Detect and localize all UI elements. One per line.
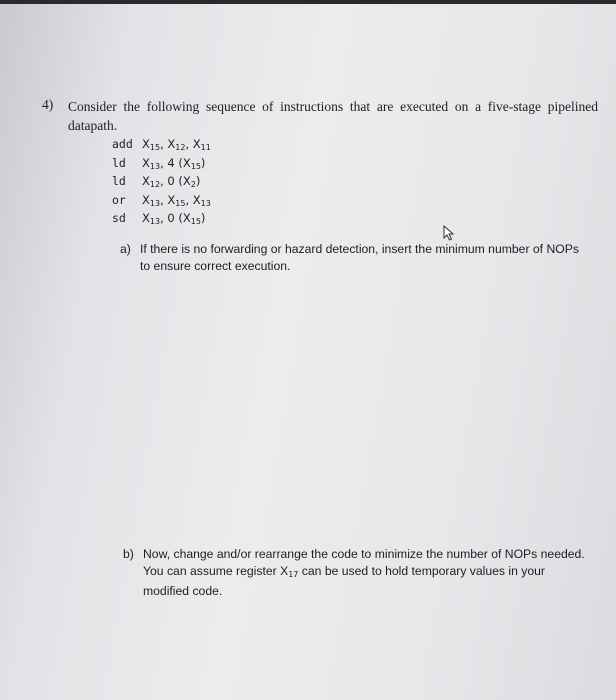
part-b-text-before: Now, change and/or rearrange the code to minimize the number of NOPs needed. You can assume register X (143, 547, 585, 578)
question-text: Consider the following sequence of instructions that are executed on a five-stage pipelined datapath. (68, 99, 598, 133)
worksheet-page (0, 4, 616, 700)
instruction-line: sd $X_{13}$, 0 $(X_{15})$ (112, 211, 206, 226)
part-a-text: If there is no forwarding or hazard detection, insert the minimum number of NOPs to ensure correct execution. (140, 242, 579, 273)
instruction-operand: $X_{11}$ (192, 137, 211, 152)
instruction-operand: $X_{13}$ (142, 192, 161, 208)
instruction-opcode: ld (112, 155, 126, 170)
instruction-opcode: sd (112, 211, 126, 225)
instruction-line: or $X_{13}$, $X_{15}$, $X_{13}$ (112, 192, 211, 208)
instruction-line: add $X_{15}$, $X_{12}$, $X_{11}$ (112, 137, 211, 152)
instruction-operand: $X_{13}$ (142, 155, 161, 171)
instruction-operand: 0 $(X_2)$ (167, 174, 201, 189)
instruction-operand: 4 $(X_{15})$ (167, 155, 206, 171)
instruction-operand: $X_{15}$ (167, 192, 186, 208)
part-b-text (143, 546, 591, 600)
instruction-operand: $X_{12}$ (142, 174, 161, 189)
instruction-operand: $X_{15}$ (142, 137, 161, 152)
instruction-operand: $X_{13}$ (142, 211, 161, 226)
instruction-opcode: add (112, 137, 133, 151)
part-b-register-subscript: 17 (288, 570, 299, 579)
mouse-cursor-icon (442, 225, 456, 241)
part-b-text-after: can be used to hold temporary values in your modified code. (143, 564, 545, 598)
part-b-label: b) (123, 547, 134, 561)
instruction-opcode: or (112, 192, 126, 207)
question-number: 4) (42, 97, 54, 112)
instruction-line: ld $X_{13}$, 4 $(X_{15})$ (112, 155, 206, 171)
instruction-listing (112, 137, 211, 230)
part-a-label: a) (120, 242, 131, 256)
instruction-operand: $X_{12}$ (167, 137, 186, 152)
instruction-opcode: ld (112, 174, 126, 188)
instruction-line: ld $X_{12}$, 0 $(X_2)$ (112, 174, 201, 189)
instruction-operand: 0 $(X_{15})$ (167, 211, 206, 226)
instruction-operand: $X_{13}$ (192, 192, 211, 208)
